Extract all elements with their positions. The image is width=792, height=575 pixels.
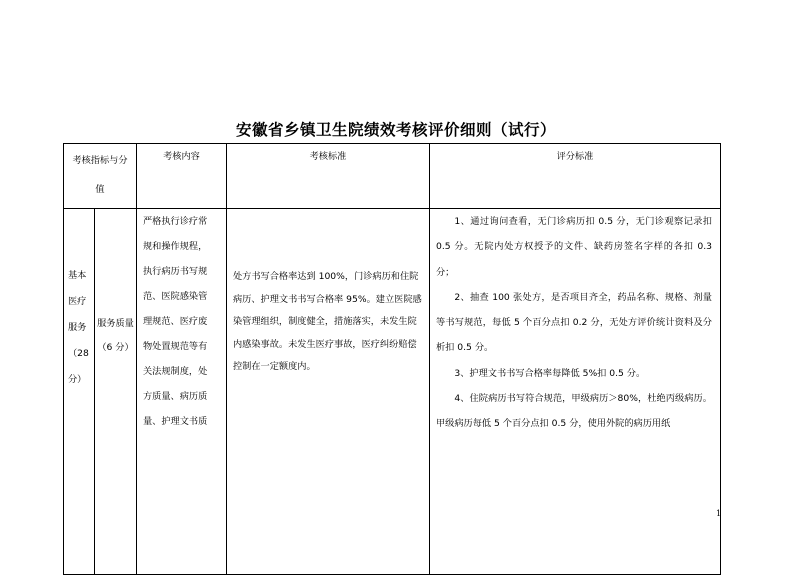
subcategory-line: 服务质量	[97, 318, 134, 329]
header-content: 考核内容	[137, 144, 227, 209]
content-line: 范、医院感染管	[143, 291, 208, 302]
content-line: 严格执行诊疗常	[143, 216, 208, 227]
content-line: 关法规制度，处	[143, 366, 208, 377]
scoring-cell	[430, 209, 721, 575]
table-header-row	[64, 144, 721, 209]
evaluation-table	[63, 143, 721, 575]
header-standard: 考核标准	[227, 144, 430, 209]
scoring-item: 2、抽查 100 张处方，是否项目齐全，药品名称、规格、剂量等书写规范，每低 5 个百分点扣 0.2 分，无处方评价统计资料及分析扣 0.5 分。	[436, 291, 712, 354]
content-line: 方质量、病历质	[143, 391, 208, 402]
standard-cell	[227, 209, 430, 575]
category-cell	[64, 209, 95, 575]
content-line: 物处置规范等有	[143, 341, 208, 352]
scoring-item: 3、护理文书书写合格率每降低 5%扣 0.5 分。	[454, 367, 646, 379]
content-line: 理规范、医疗废	[143, 316, 208, 327]
header-indicator-line2: 值	[95, 184, 105, 195]
page-number: 1	[716, 509, 722, 518]
header-indicator-line1: 考核指标与分	[72, 155, 128, 166]
header-scoring: 评分标准	[430, 144, 721, 209]
document-title: 安徽省乡镇卫生院绩效考核评价细则（试行）	[235, 121, 556, 139]
category-line: 医疗	[68, 296, 87, 307]
table-row	[64, 209, 721, 575]
content-line: 规和操作规程，	[143, 241, 208, 252]
category-line: （28	[68, 348, 89, 359]
category-line: 分）	[68, 374, 87, 385]
category-line: 基本	[68, 270, 87, 281]
content-line: 执行病历书写规	[143, 266, 208, 277]
standard-text: 处方书写合格率达到 100%，门诊病历和住院病历、护理文书书写合格率 95%。建立医院感染管理组织，制度健全，措施落实，未发生院内感染事故。未发生医疗事故，医疗纠纷赔偿控制在一定额度内。	[233, 271, 422, 372]
subcategory-cell	[95, 209, 137, 575]
content-line: 量、护理文书质	[143, 416, 208, 427]
scoring-item: 1、通过询问查看，无门诊病历扣 0.5 分，无门诊观察记录扣 0.5 分。无院内处方权授予的文件、缺药房签名字样的各扣 0.3 分；	[436, 216, 712, 278]
content-cell	[137, 209, 227, 575]
category-line: 服务	[68, 322, 87, 333]
scoring-item: 4、住院病历书写符合规范，甲级病历＞80%，杜绝丙级病历。甲级病历每低 5 个百分点扣 0.5 分，使用外院的病历用纸	[436, 393, 712, 430]
header-indicator	[64, 144, 137, 209]
subcategory-line: （6 分）	[97, 342, 134, 353]
